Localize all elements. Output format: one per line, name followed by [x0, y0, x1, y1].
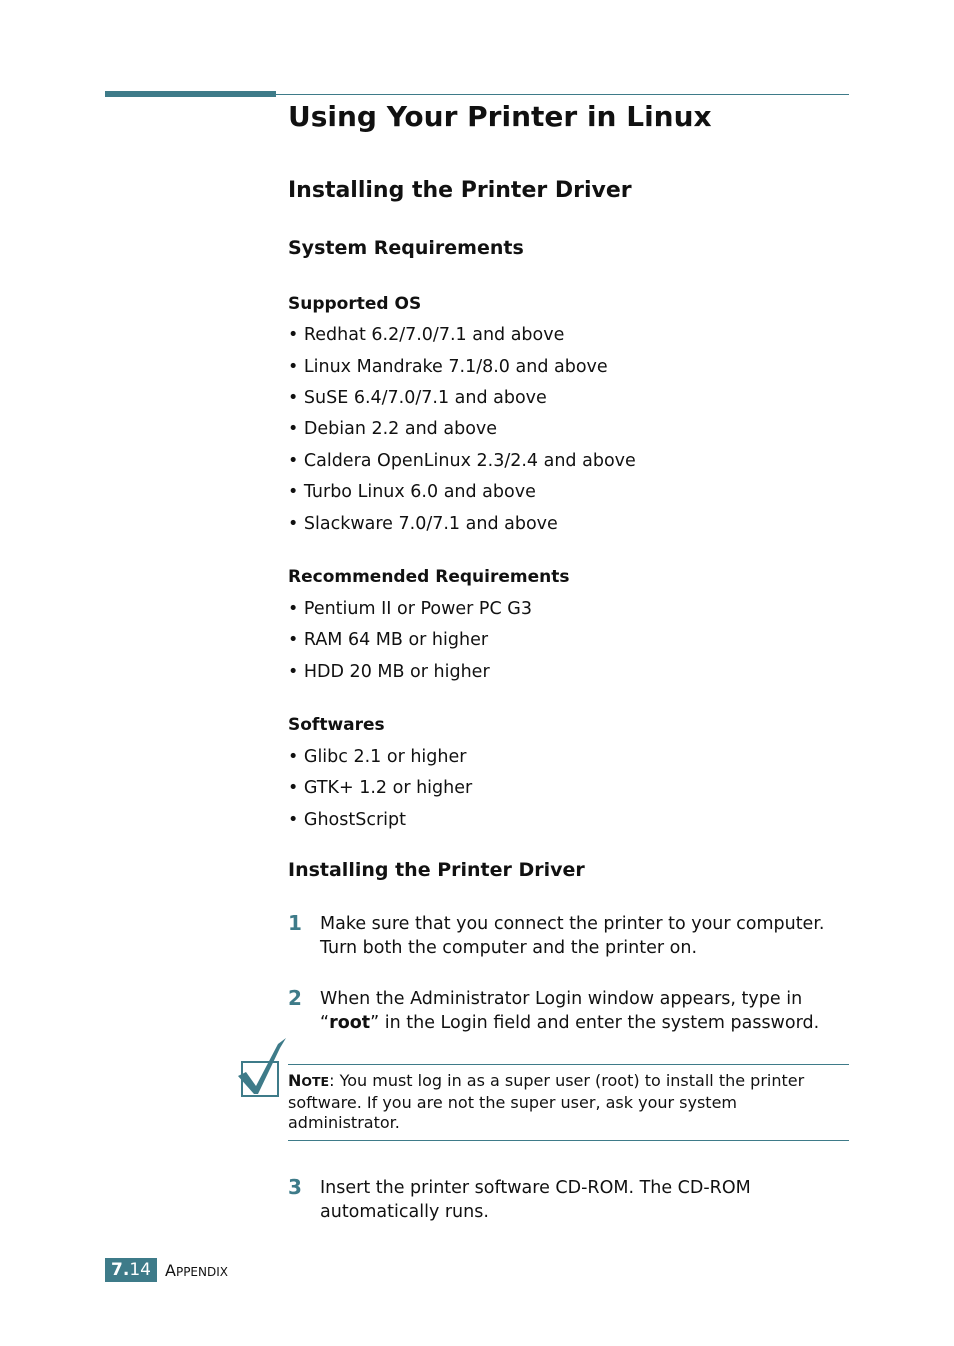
list-item: • Redhat 6.2/7.0/7.1 and above	[288, 325, 565, 345]
step-number: 2	[288, 986, 302, 1010]
step-line-rest: ” in the Login field and enter the system password.	[370, 1013, 820, 1033]
list-item: • GhostScript	[288, 810, 406, 830]
note-label-rest: OTE	[301, 1074, 330, 1089]
list-item: • Debian 2.2 and above	[288, 419, 498, 439]
step-text	[320, 1176, 751, 1224]
supported-os-heading: Supported OS	[288, 294, 422, 314]
note-text	[288, 1071, 853, 1134]
system-requirements-heading: System Requirements	[288, 237, 524, 259]
step-line: Turn both the computer and the printer on.	[320, 938, 698, 958]
list-item: • Linux Mandrake 7.1/8.0 and above	[288, 357, 608, 377]
page-title: Using Your Printer in Linux	[288, 100, 712, 133]
list-item: • Pentium II or Power PC G3	[288, 599, 532, 619]
chapter-number: 7.	[111, 1260, 130, 1280]
note-label	[288, 1071, 329, 1090]
step-line: Make sure that you connect the printer to your computer.	[320, 914, 825, 934]
quote-open: “	[320, 1013, 330, 1033]
root-keyword: root	[329, 1013, 371, 1033]
footer-section-label	[165, 1261, 228, 1280]
note-label-first: N	[288, 1071, 302, 1090]
footer-label-first: A	[165, 1261, 176, 1280]
checkmark-note-icon	[236, 1036, 288, 1100]
step-line: When the Administrator Login window appears, type in	[320, 989, 803, 1009]
list-item: • Turbo Linux 6.0 and above	[288, 482, 536, 502]
list-item: • GTK+ 1.2 or higher	[288, 778, 473, 798]
note-rule-bottom	[288, 1140, 849, 1141]
page-number-badge	[105, 1258, 157, 1282]
step-number: 1	[288, 911, 302, 935]
list-item: • Caldera OpenLinux 2.3/2.4 and above	[288, 451, 636, 471]
step-text	[320, 912, 824, 960]
softwares-heading: Softwares	[288, 715, 385, 735]
list-item: • HDD 20 MB or higher	[288, 662, 490, 682]
page-number: 14	[129, 1260, 151, 1280]
recommended-requirements-heading: Recommended Requirements	[288, 567, 570, 587]
list-item: • RAM 64 MB or higher	[288, 630, 489, 650]
header-rule-thick	[105, 91, 276, 97]
section-heading: Installing the Printer Driver	[288, 178, 632, 203]
step-number: 3	[288, 1175, 302, 1199]
header-rule-thin	[276, 94, 849, 95]
step-line: automatically runs.	[320, 1202, 489, 1222]
step-line: Insert the printer software CD-ROM. The CD-ROM	[320, 1178, 751, 1198]
footer-label-rest: PPENDIX	[175, 1265, 228, 1279]
note-rule-top	[288, 1064, 849, 1065]
step-line	[320, 1011, 819, 1035]
note-body: : You must log in as a super user (root) to install the printer software. If you are not the super user, ask your system administrator.	[288, 1071, 805, 1132]
list-item: • Slackware 7.0/7.1 and above	[288, 514, 558, 534]
install-heading: Installing the Printer Driver	[288, 859, 585, 881]
step-text	[320, 987, 819, 1035]
list-item: • Glibc 2.1 or higher	[288, 747, 467, 767]
list-item: • SuSE 6.4/7.0/7.1 and above	[288, 388, 547, 408]
